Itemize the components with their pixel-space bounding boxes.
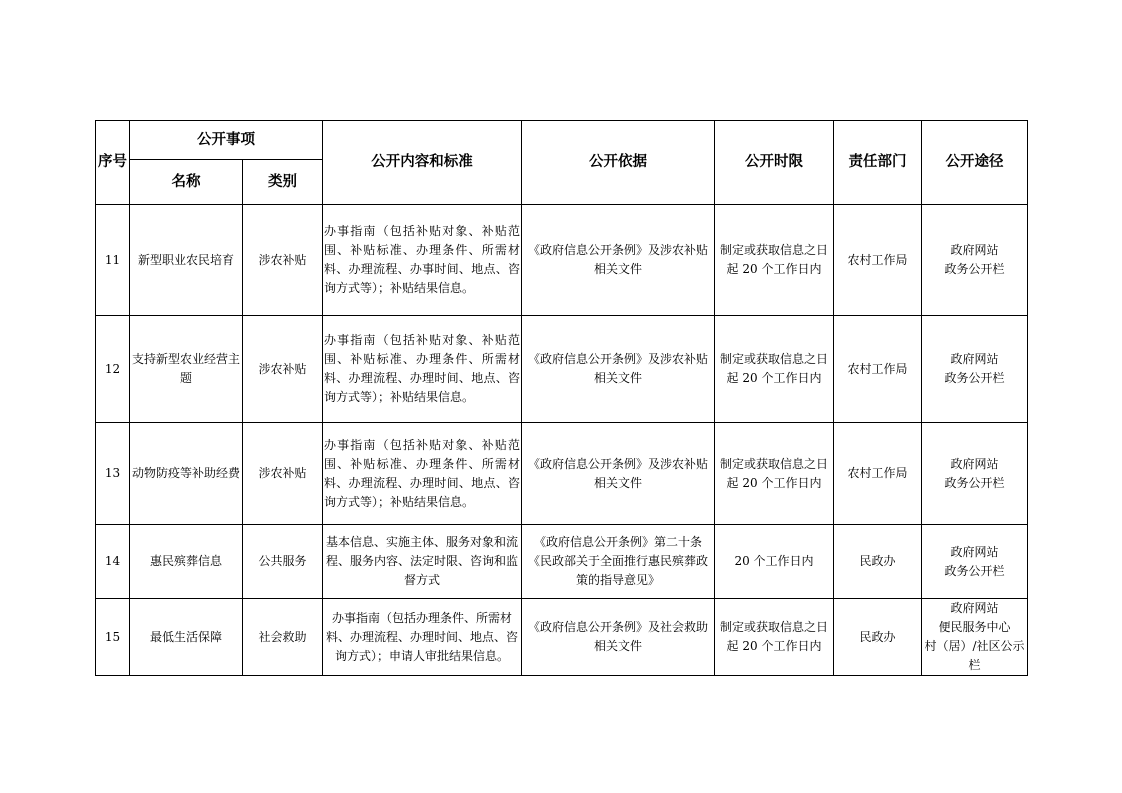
row-channel: 政府网站 便民服务中心 村（居）/社区公示栏 — [922, 599, 1028, 676]
header-basis: 公开依据 — [522, 121, 715, 205]
row-content: 办事指南（包括补贴对象、补贴范围、补贴标准、办理条件、所需材料、办理流程、办事时间、地点、咨询方式等）；补贴结果信息。 — [323, 205, 522, 316]
disclosure-table — [95, 120, 1028, 676]
header-item-group: 公开事项 — [130, 121, 323, 160]
row-seq: 13 — [96, 423, 130, 525]
row-category: 涉农补贴 — [243, 423, 323, 525]
header-dept: 责任部门 — [834, 121, 922, 205]
row-content: 办事指南（包括办理条件、所需材料、办理流程、办理时间、地点、咨询方式）；申请人审批结果信息。 — [323, 599, 522, 676]
row-category: 社会救助 — [243, 599, 323, 676]
row-basis: 《政府信息公开条例》及涉农补贴相关文件 — [522, 316, 715, 423]
row-dept: 民政办 — [834, 599, 922, 676]
row-name: 支持新型农业经营主题 — [130, 316, 243, 423]
row-seq: 12 — [96, 316, 130, 423]
row-name: 惠民殡葬信息 — [130, 525, 243, 599]
row-basis: 《政府信息公开条例》及涉农补贴相关文件 — [522, 205, 715, 316]
row-time: 制定或获取信息之日起 20 个工作日内 — [715, 205, 834, 316]
row-channel: 政府网站 政务公开栏 — [922, 205, 1028, 316]
row-basis: 《政府信息公开条例》及社会救助相关文件 — [522, 599, 715, 676]
table-row — [96, 423, 1028, 525]
table-row — [96, 316, 1028, 423]
row-name: 新型职业农民培育 — [130, 205, 243, 316]
row-seq: 14 — [96, 525, 130, 599]
row-dept: 农村工作局 — [834, 205, 922, 316]
row-content: 基本信息、实施主体、服务对象和流程、服务内容、法定时限、咨询和监督方式 — [323, 525, 522, 599]
header-time: 公开时限 — [715, 121, 834, 205]
row-dept: 农村工作局 — [834, 423, 922, 525]
header-name: 名称 — [130, 160, 243, 205]
row-name: 最低生活保障 — [130, 599, 243, 676]
row-time: 制定或获取信息之日起 20 个工作日内 — [715, 316, 834, 423]
row-time: 制定或获取信息之日起 20 个工作日内 — [715, 423, 834, 525]
row-time: 20 个工作日内 — [715, 525, 834, 599]
table-row — [96, 525, 1028, 599]
row-category: 涉农补贴 — [243, 316, 323, 423]
row-basis: 《政府信息公开条例》第二十条 《民政部关于全面推行惠民殡葬政策的指导意见》 — [522, 525, 715, 599]
table-row — [96, 205, 1028, 316]
row-category: 公共服务 — [243, 525, 323, 599]
row-content: 办事指南（包括补贴对象、补贴范围、补贴标准、办理条件、所需材料、办理流程、办理时间、地点、咨询方式等）；补贴结果信息。 — [323, 316, 522, 423]
row-dept: 民政办 — [834, 525, 922, 599]
row-seq: 11 — [96, 205, 130, 316]
header-category: 类别 — [243, 160, 323, 205]
row-basis: 《政府信息公开条例》及涉农补贴相关文件 — [522, 423, 715, 525]
header-channel: 公开途径 — [922, 121, 1028, 205]
row-content: 办事指南（包括补贴对象、补贴范围、补贴标准、办理条件、所需材料、办理流程、办理时间、地点、咨询方式等）；补贴结果信息。 — [323, 423, 522, 525]
row-time: 制定或获取信息之日起 20 个工作日内 — [715, 599, 834, 676]
table-row — [96, 599, 1028, 676]
header-row-1 — [96, 121, 1028, 160]
row-seq: 15 — [96, 599, 130, 676]
header-seq: 序号 — [96, 121, 130, 205]
row-dept: 农村工作局 — [834, 316, 922, 423]
row-channel: 政府网站 政务公开栏 — [922, 525, 1028, 599]
row-channel: 政府网站 政务公开栏 — [922, 316, 1028, 423]
row-channel: 政府网站 政务公开栏 — [922, 423, 1028, 525]
row-category: 涉农补贴 — [243, 205, 323, 316]
header-content: 公开内容和标准 — [323, 121, 522, 205]
row-name: 动物防疫等补助经费 — [130, 423, 243, 525]
